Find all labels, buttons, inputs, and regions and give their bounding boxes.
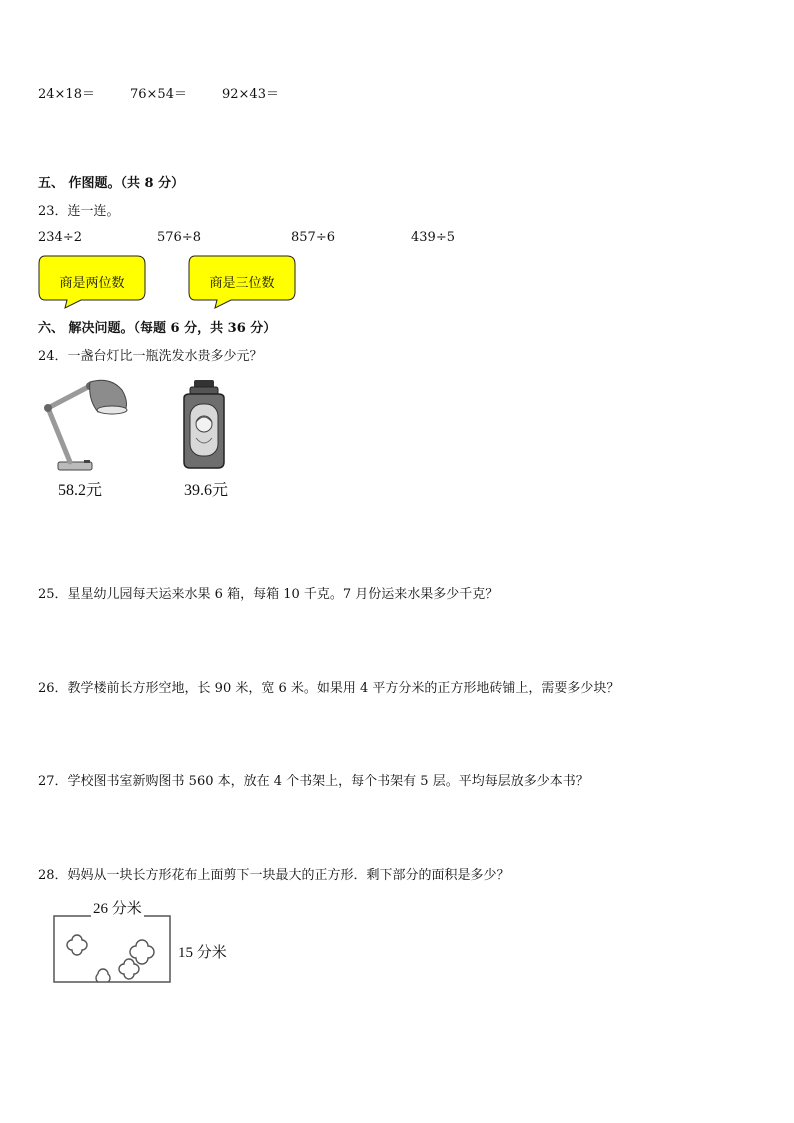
calc-item-1: 24×18＝ (38, 87, 95, 102)
question-26-title: 26．教学楼前长方形空地，长 90 米，宽 6 米。如果用 4 平方分米的正方形地砖铺上，需要多少块？ (38, 681, 620, 696)
width-label: 15 分米 (178, 945, 227, 961)
callout-two-digit: 商是两位数 (59, 276, 125, 291)
shampoo-price: 39.6元 (184, 482, 229, 499)
question-25-title: 25．星星幼儿园每天运来水果 6 箱，每箱 10 千克。7 月份运来水果多少千克？ (38, 587, 499, 602)
expression-2: 576÷8 (157, 230, 201, 245)
section-6-heading: 六、 解决问题。（每题 6 分，共 36 分） (38, 321, 277, 336)
section-5-heading: 五、 作图题。（共 8 分） (38, 176, 185, 191)
calc-item-2: 76×54＝ (130, 87, 187, 102)
question-27-title: 27．学校图书室新购图书 560 本，放在 4 个书架上，每个书架有 5 层。平均每层放多少本书？ (38, 774, 589, 789)
expression-1: 234÷2 (38, 230, 82, 245)
calc-item-3: 92×43＝ (222, 87, 279, 102)
cloth-rectangle-diagram (52, 912, 174, 984)
lamp-price: 58.2元 (58, 482, 103, 499)
desk-lamp-icon (40, 378, 132, 474)
question-23-title: 23．连一连。 (38, 204, 120, 219)
callout-three-digit: 商是三位数 (209, 276, 275, 291)
length-label: 26 分米 (91, 897, 144, 918)
expression-4: 439÷5 (411, 230, 455, 245)
shampoo-bottle-icon (176, 378, 232, 472)
expression-3: 857÷6 (291, 230, 335, 245)
question-24-title: 24．一盏台灯比一瓶洗发水贵多少元？ (38, 349, 263, 364)
question-28-title: 28．妈妈从一块长方形花布上面剪下一块最大的正方形．剩下部分的面积是多少？ (38, 868, 510, 883)
